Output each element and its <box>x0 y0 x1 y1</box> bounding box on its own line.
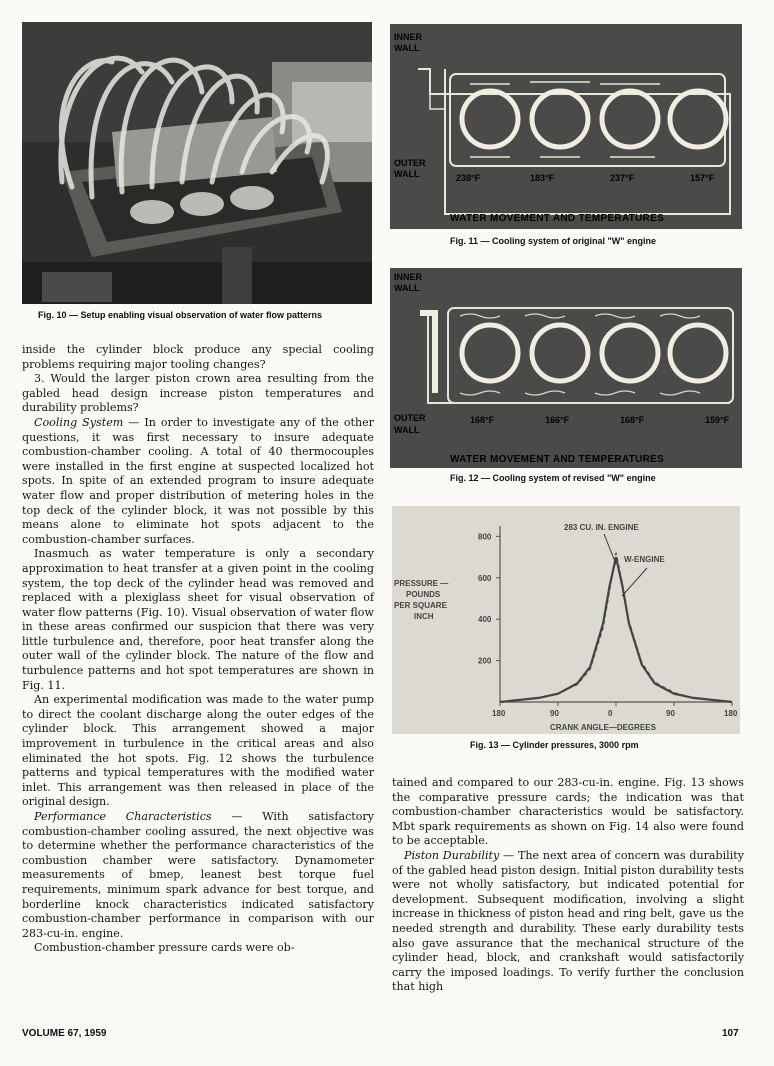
legend-283: 283 CU. IN. ENGINE <box>564 523 639 532</box>
y-axis-label-line4: INCH <box>414 612 434 621</box>
fig11-caption: Fig. 11 — Cooling system of original "W" engine <box>450 236 657 246</box>
legend-w-engine: W-ENGINE <box>624 555 665 564</box>
y-axis-label-line2: POUNDS <box>406 590 441 599</box>
legend-283-leader <box>604 534 616 564</box>
col1-para-7: Combustion-chamber pressure cards were ob- <box>34 941 295 955</box>
fig11-temp-2: 183°F <box>530 173 555 183</box>
x-tick-label: 90 <box>550 709 559 718</box>
column-1-text <box>22 343 374 956</box>
fig12-temp-2: 166°F <box>545 415 570 425</box>
fig10-photo <box>22 22 372 304</box>
section-head-piston: Piston Durability <box>404 848 500 862</box>
fig11-outer-wall-1: OUTER <box>394 158 426 168</box>
fig11-temp-4: 157°F <box>690 173 715 183</box>
y-tick-label: 800 <box>478 532 492 542</box>
col1-para-6: Performance Characteristics — With satisfactory combustion-chamber cooling assured, the next objective was to determine whether the performance characteristics of the combustion chamber were satisfactory. Dynamometer measurements of bmep, leanest best torque fuel requirements, minimum spark advance for best torque, and borderline knock characteristics indicated satisfactory combustion-chamber performance in comparison with our 283-cu-in. engine. <box>22 810 374 940</box>
engine-setup-photo <box>22 22 372 304</box>
section-head-cooling: Cooling System <box>34 415 124 429</box>
fig12-caption: Fig. 12 — Cooling system of revised "W" engine <box>450 473 656 483</box>
column-2-text <box>392 776 744 995</box>
col1-para-1: inside the cylinder block produce any special cooling problems requiring major tooling changes? <box>22 343 374 371</box>
y-tick-label: 200 <box>478 656 492 666</box>
fig12-diagram <box>390 268 742 468</box>
x-axis-label: CRANK ANGLE—DEGREES <box>550 723 656 732</box>
col1-para-3: Cooling System — In order to investigate any of the other questions, it was first necessary to insure adequate combustion-chamber cooling. A total of 40 thermocouples were installed in the first engine at suspected localized hot spots. In spite of an extended program to insure adequate water flow and proper distribution of metering holes in the top deck of the cylinder block, it was not possible by this means alone to eliminate hot spots adjacent to the combustion-chamber surfaces. <box>22 415 374 546</box>
fig10-caption: Fig. 10 — Setup enabling visual observation of water flow patterns <box>38 310 323 320</box>
col2-para-2: Piston Durability — The next area of concern was durability of the gabled head piston design. Initial piston durability tests were not wholly satisfactory, but indicated potential for development. Subsequent modification, involving a slight increase in thickness of piston head and ring belt, gave us the needed strength and durability. These early durability tests also gave assurance that the mechanical structure of the cylinder head, block, and crankshaft would satisfactorily carry the imposed loadings. To verify further the conclusion that high <box>392 848 744 994</box>
col1-para-2: 3. Would the larger piston crown area resulting from the gabled head design increase piston temperatures and durability problems? <box>22 372 374 415</box>
series-line-w-engine <box>500 553 732 702</box>
fig12-inner-wall-1: INNER <box>394 272 423 282</box>
fig11-diagram <box>390 24 742 229</box>
fig11-temp-1: 238°F <box>456 173 481 183</box>
footer-volume: VOLUME 67, 1959 <box>22 1028 107 1039</box>
y-axis-label-line1: PRESSURE — <box>394 579 449 588</box>
x-tick-label: 180 <box>724 709 738 718</box>
fig12-inner-wall-2: WALL <box>394 283 420 293</box>
cooling-diagram-revised <box>390 268 742 468</box>
fig12-temp-1: 168°F <box>470 415 495 425</box>
cooling-diagram-original <box>390 24 742 229</box>
section-head-performance: Performance Characteristics <box>34 810 212 823</box>
fig12-outer-wall-2: WALL <box>394 425 420 435</box>
y-axis-label-line3: PER SQUARE <box>394 601 447 610</box>
series-line-283-engine <box>500 557 732 702</box>
y-tick-label: 400 <box>478 615 492 625</box>
x-tick-label: 180 <box>492 709 506 718</box>
pressure-chart-svg <box>392 506 740 734</box>
col1-para-4: Inasmuch as water temperature is only a secondary approximation to heat transfer at a given point in the cooling system, the top deck of the cylinder head was removed and replaced with a plexiglass sheet for visual observation of water flow patterns (Fig. 10). Visual observation of water flow in these areas confirmed our suspicion that there was very little turbulence and, therefore, poor heat transfer along the outer wall of the cylinder block. The nature of the flow and turbulence patterns and hot spot temperatures are shown in Fig. 11. <box>22 547 374 692</box>
fig13-caption: Fig. 13 — Cylinder pressures, 3000 rpm <box>470 740 639 750</box>
y-tick-label: 600 <box>478 573 492 583</box>
fig11-inner-wall-1: INNER <box>394 32 423 42</box>
fig12-band-title: WATER MOVEMENT AND TEMPERATURES <box>450 454 665 465</box>
x-tick-label: 0 <box>608 709 613 718</box>
fig11-inner-wall-2: WALL <box>394 43 420 53</box>
fig12-outer-wall-1: OUTER <box>394 413 426 423</box>
col2-para-1: tained and compared to our 283-cu-in. engine. Fig. 13 shows the comparative pressure cards; the indication was that combustion-chamber characteristics would be satisfactory. Mbt spark requirements as shown on Fig. 14 also were found to be acceptable. <box>392 776 744 848</box>
col1-para-5: An experimental modification was made to the water pump to direct the coolant discharge along the outer edges of the cylinder block. This arrangement showed a major improvement in turbulence in the critical areas and also eliminated the hot spots. Fig. 12 shows the turbulence patterns and typical temperatures with the modified water inlet. This arrangement was then released in place of the original design. <box>22 693 374 809</box>
legend-w-leader <box>622 568 647 596</box>
fig12-temp-4: 159°F <box>705 415 730 425</box>
fig11-temp-3: 237°F <box>610 173 635 183</box>
fig13-chart <box>392 506 740 734</box>
fig11-outer-wall-2: WALL <box>394 169 420 179</box>
fig11-band-title: WATER MOVEMENT AND TEMPERATURES <box>450 213 665 224</box>
footer-page-number: 107 <box>722 1028 739 1039</box>
x-tick-label: 90 <box>666 709 675 718</box>
fig12-temp-3: 168°F <box>620 415 645 425</box>
